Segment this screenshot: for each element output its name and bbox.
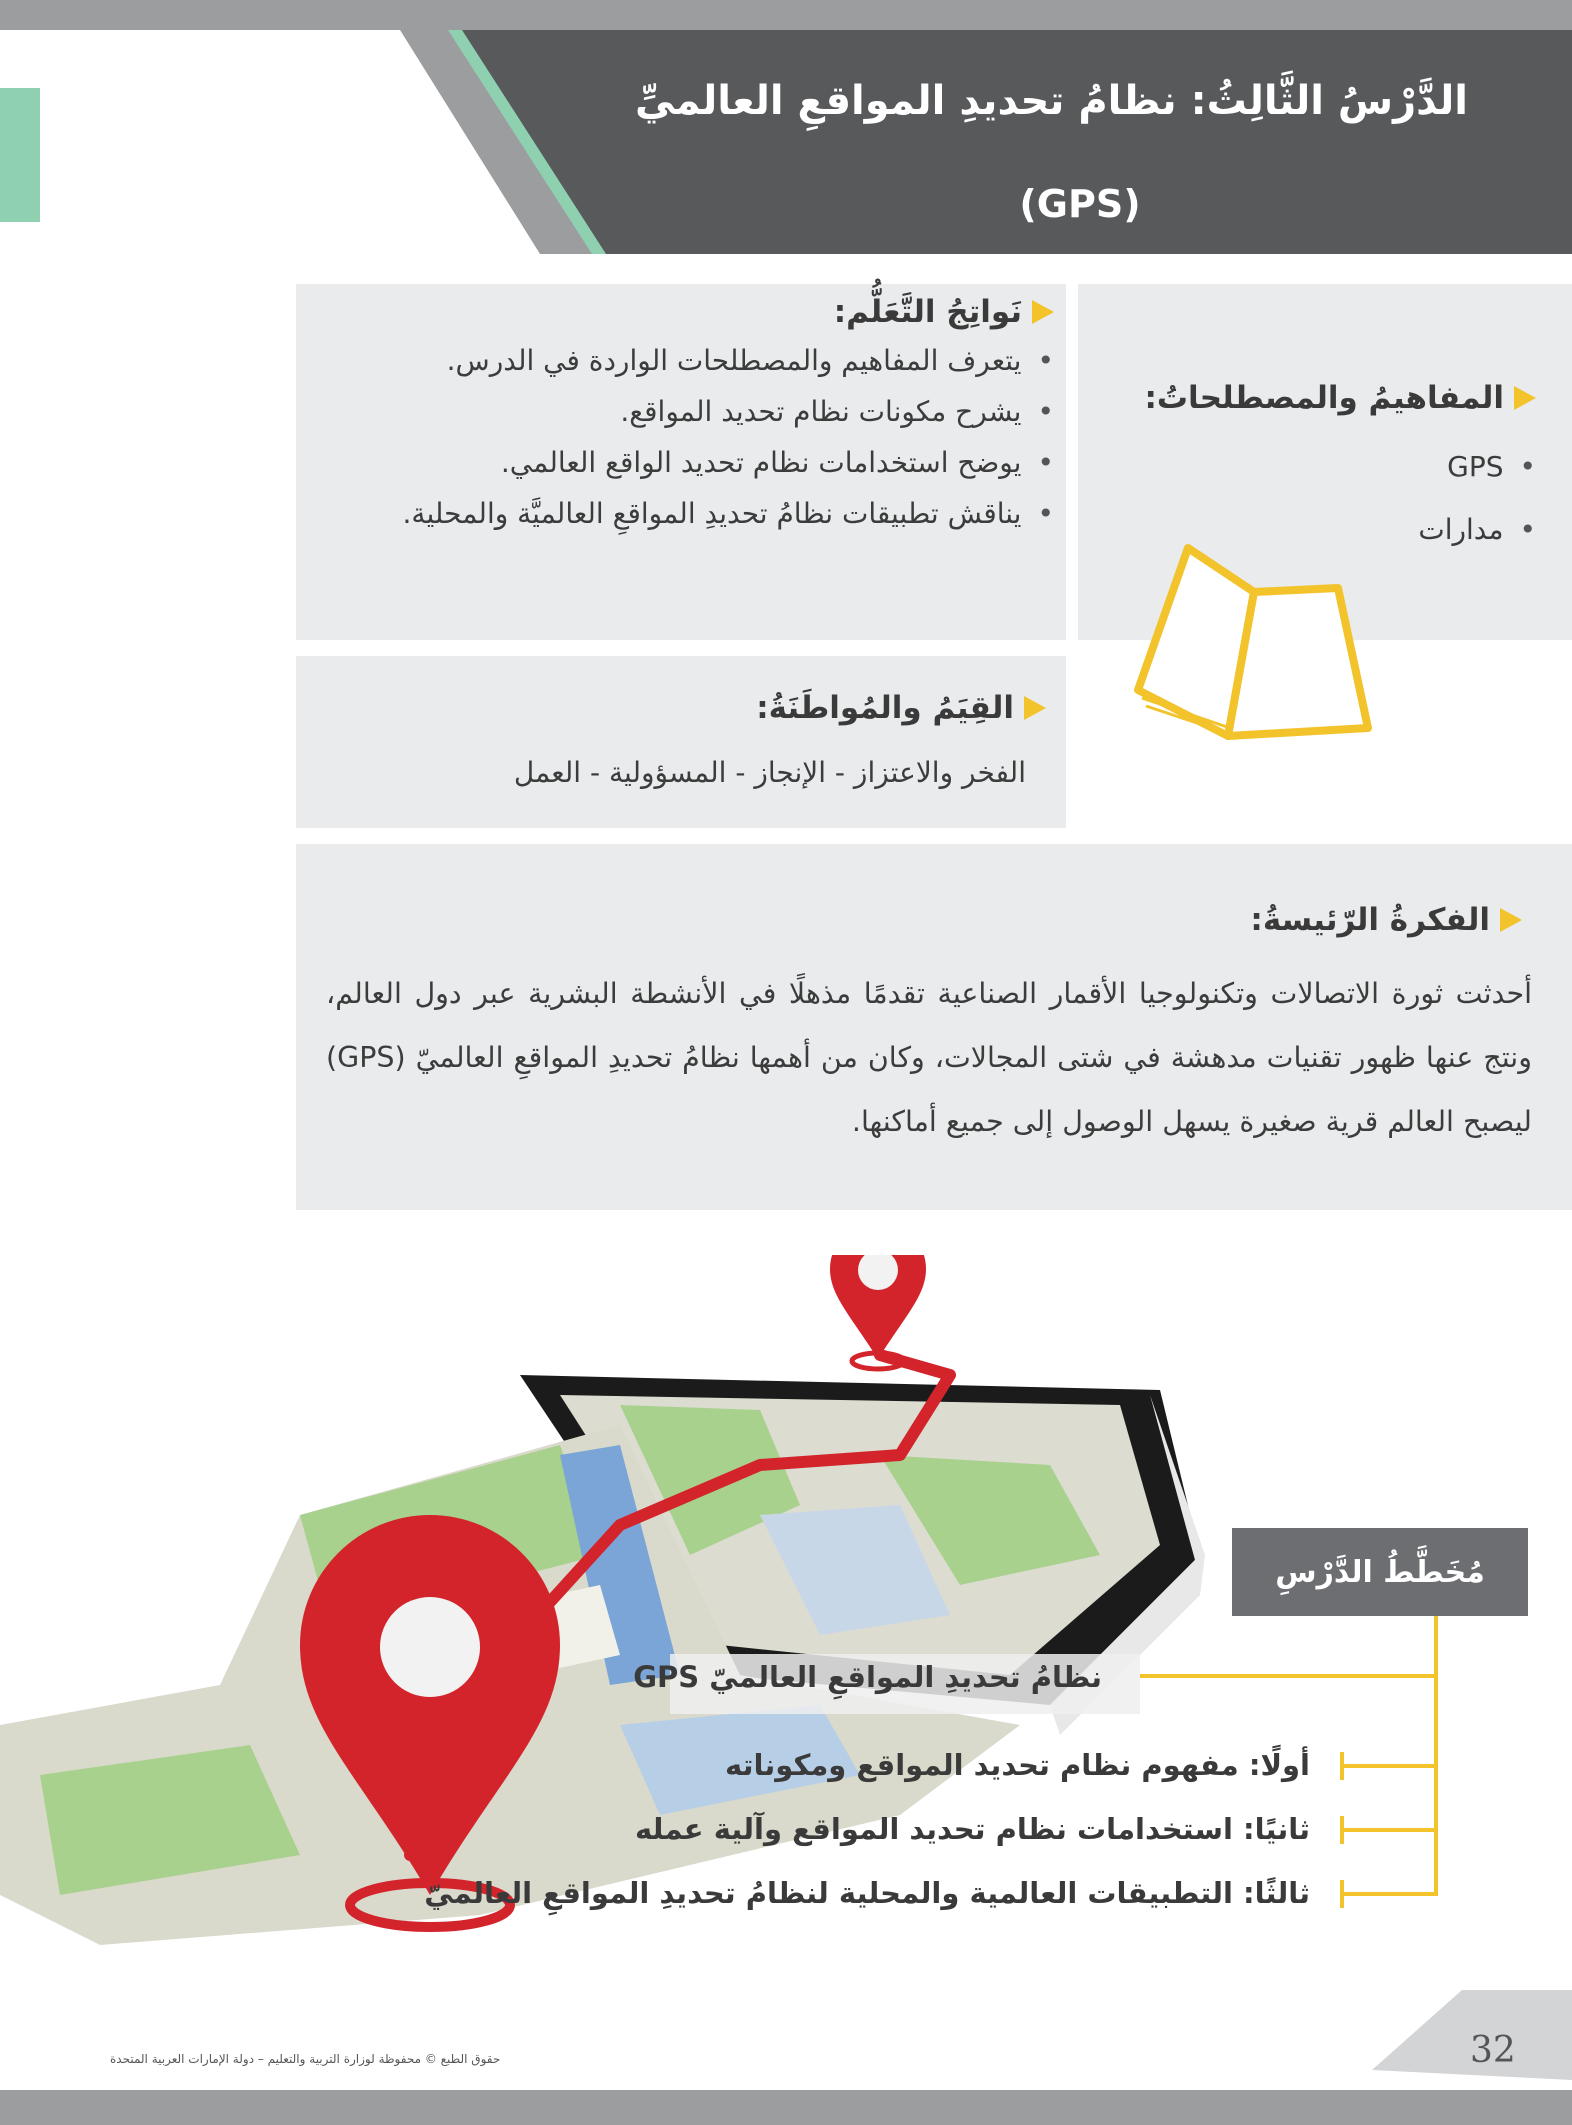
list-item: • يوضح استخدامات نظام تحديد الواقع العالمي.	[403, 446, 1054, 479]
list-item: • يتعرف المفاهيم والمصطلحات الواردة في الدرس.	[403, 344, 1054, 377]
concepts-heading-text: المفاهيمُ والمصطلحاتُ:	[1144, 380, 1504, 416]
learning-outcomes-heading-text: نَواتِجُ التَّعَلُّم:	[833, 294, 1022, 330]
main-idea-heading	[1250, 902, 1522, 938]
learning-outcomes-list	[403, 344, 1054, 548]
footer-copyright: حقوق الطبع © محفوظة لوزارة التربية والتعليم – دولة الإمارات العربية المتحدة	[110, 2052, 501, 2066]
concepts-heading	[1145, 380, 1537, 416]
header-banner	[0, 30, 1572, 260]
values-heading-text: القِيَمُ والمُواطَنَةُ:	[756, 690, 1014, 726]
lesson-subtitle: (GPS)	[1019, 182, 1141, 226]
learning-outcomes-panel	[296, 284, 1066, 640]
triangle-bullet-icon	[1024, 696, 1046, 720]
triangle-bullet-icon	[1500, 908, 1522, 932]
values-heading	[756, 690, 1046, 726]
list-item: • GPS	[1418, 450, 1536, 483]
outline-item: ثالثًا: التطبيقات العالمية والمحلية لنظامُ تحديدِ المواقعِ العالميّ	[424, 1876, 1310, 1910]
top-stripe	[0, 0, 1572, 30]
lesson-title: الدَّرْسُ الثَّالِثُ: نظامُ تحديدِ المواقعِ العالميِّ	[634, 78, 1468, 124]
triangle-bullet-icon	[1032, 300, 1054, 324]
values-panel	[296, 656, 1066, 828]
map-pin-icon	[830, 1255, 926, 1369]
list-item: • مدارات	[1418, 513, 1536, 546]
outline-item: أولًا: مفهوم نظام تحديد المواقع ومكوناته	[725, 1748, 1310, 1782]
main-idea-heading-text: الفكرةُ الرّئيسةُ:	[1250, 902, 1490, 938]
list-item: • يشرح مكونات نظام تحديد المواقع.	[403, 395, 1054, 428]
outline-item: ثانيًا: استخدامات نظام تحديد المواقع وآلية عمله	[634, 1812, 1310, 1846]
concepts-list	[1418, 450, 1536, 564]
main-idea-text: أحدثت ثورة الاتصالات وتكنولوجيا الأقمار الصناعية تقدمًا مذهلًا في الأنشطة البشرية عبر دول العالم، ونتج عنها ظهور تقنيات مدهشة في شتى المجالات، وكان من أهمها نظامُ تحديدِ المواقعِ العالميّ (GPS) ليصبح العالم قرية صغيرة يسهل الوصول إلى جميع أماكنها.	[326, 977, 1532, 1138]
list-item: • يناقش تطبيقات نظامُ تحديدِ المواقعِ العالميَّة والمحلية.	[403, 497, 1054, 530]
outline-title: مُخَطَّطُ الدَّرْسِ	[1232, 1528, 1528, 1616]
learning-outcomes-heading	[834, 294, 1054, 330]
book-icon	[1118, 540, 1378, 740]
outline-root: نظامُ تحديدِ المواقعِ العالميّ GPS	[633, 1660, 1102, 1694]
values-text: الفخر والاعتزاز - الإنجاز - المسؤولية - العمل	[513, 756, 1026, 789]
triangle-bullet-icon	[1514, 386, 1536, 410]
main-idea-panel	[296, 844, 1572, 1210]
page-number: 32	[1470, 2030, 1516, 2071]
